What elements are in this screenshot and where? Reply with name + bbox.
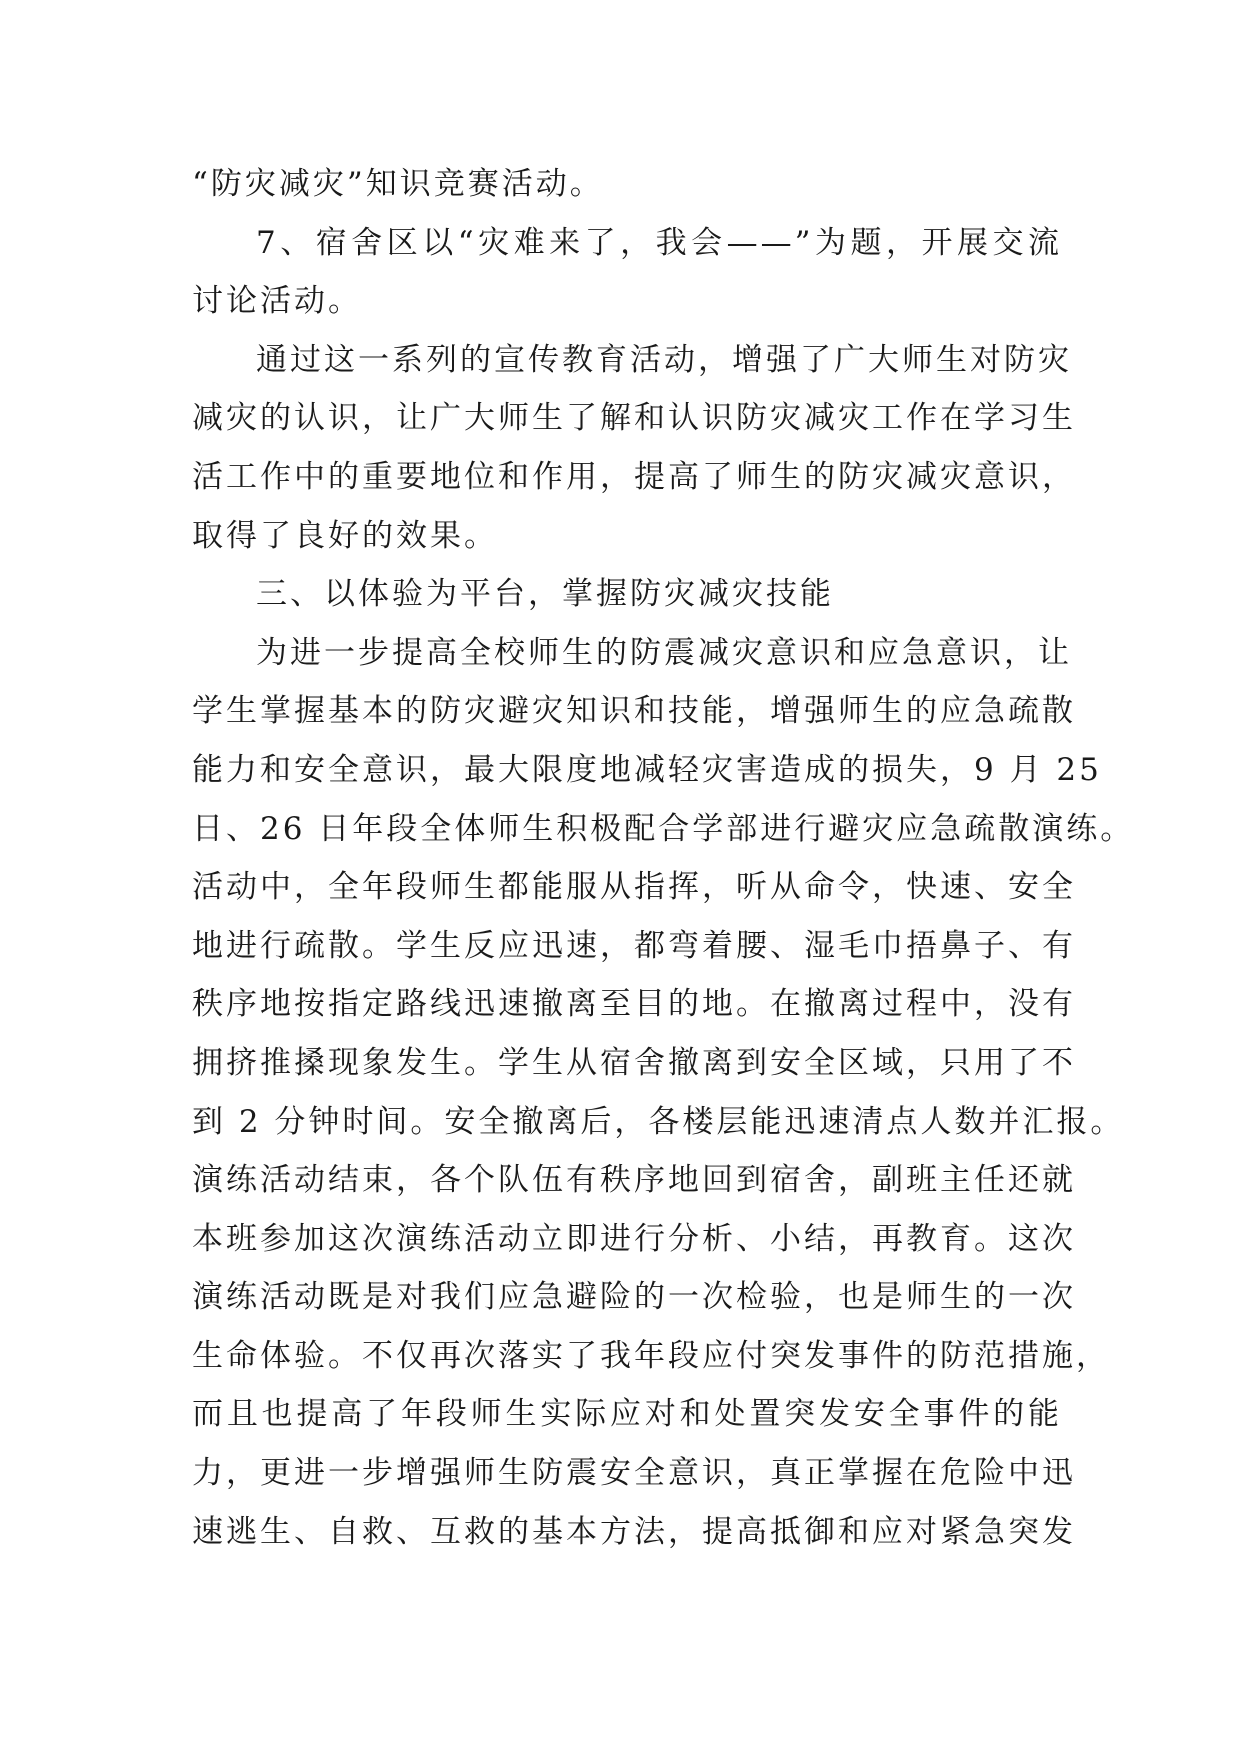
text-line: 通过这一系列的宣传教育活动，增强了广大师生对防灾 [256, 341, 1072, 378]
text-line: 本班参加这次演练活动立即进行分析、小结，再教育。这次 [192, 1220, 1076, 1257]
text-line: 取得了良好的效果。 [192, 517, 498, 554]
text-line: 活工作中的重要地位和作用，提高了师生的防灾减灾意识， [192, 458, 1076, 495]
text-line: 到 2 分钟时间。安全撤离后，各楼层能迅速清点人数并汇报。 [192, 1103, 1125, 1140]
text-line: 能力和安全意识，最大限度地减轻灾害造成的损失，9 月 25 [192, 751, 1102, 788]
text-line: 演练活动既是对我们应急避险的一次检验，也是师生的一次 [192, 1279, 1076, 1316]
text-line: 活动中，全年段师生都能服从指挥，听从命令，快速、安全 [192, 869, 1076, 906]
text-line: 地进行疏散。学生反应迅速，都弯着腰、湿毛巾捂鼻子、有 [192, 927, 1076, 964]
text-line: 为进一步提高全校师生的防震减灾意识和应急意识，让 [256, 634, 1072, 671]
text-line: 7、宿舍区以“灾难来了，我会——”为题，开展交流 [256, 224, 1062, 261]
text-line: 秩序地按指定路线迅速撤离至目的地。在撤离过程中，没有 [192, 986, 1076, 1023]
text-line: 速逃生、自救、互救的基本方法，提高抵御和应对紧急突发 [192, 1513, 1076, 1550]
text-line: 而且也提高了年段师生实际应对和处置突发安全事件的能 [192, 1396, 1062, 1433]
text-line: “防灾减灾”知识竞赛活动。 [192, 166, 604, 202]
text-line: 生命体验。不仅再次落实了我年段应付突发事件的防范措施， [192, 1337, 1110, 1374]
text-line: 力，更进一步增强师生防震安全意识，真正掌握在危险中迅 [192, 1455, 1076, 1492]
text-line: 减灾的认识，让广大师生了解和认识防灾减灾工作在学习生 [192, 400, 1076, 437]
text-line: 日、26 日年段全体师生积极配合学部进行避灾应急疏散演练。 [192, 810, 1135, 847]
text-line: 演练活动结束，各个队伍有秩序地回到宿舍，副班主任还就 [192, 1162, 1076, 1199]
text-line: 学生掌握基本的防灾避灾知识和技能，增强师生的应急疏散 [192, 693, 1076, 730]
section-heading: 三、以体验为平台，掌握防灾减灾技能 [256, 576, 834, 613]
document-body [192, 155, 1135, 1561]
text-line: 讨论活动。 [192, 283, 362, 320]
text-line: 拥挤推搡现象发生。学生从宿舍撤离到安全区域，只用了不 [192, 1044, 1076, 1081]
